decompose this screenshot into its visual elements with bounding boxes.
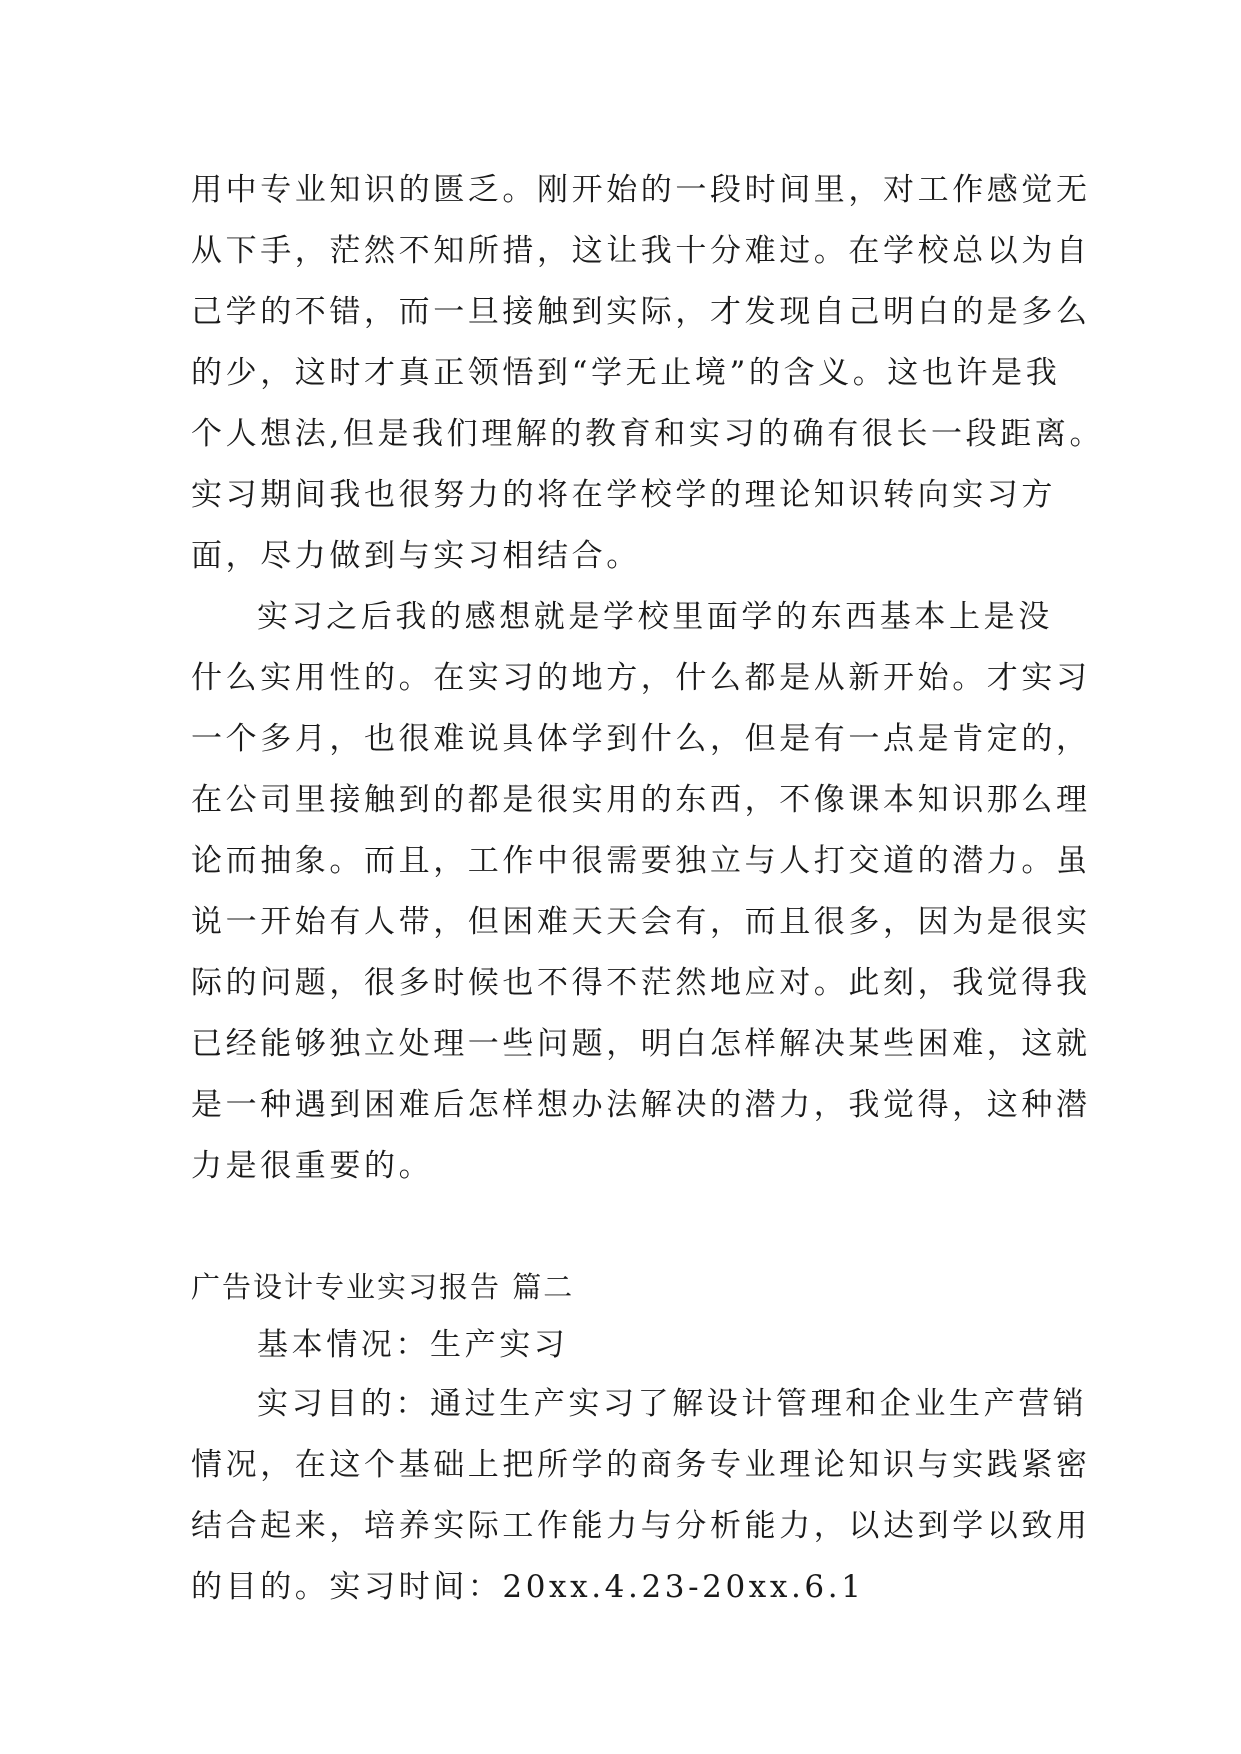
- paragraph-line: 力是很重要的。: [191, 1148, 434, 1184]
- paragraph-line: 的少，这时才真正领悟到“学无止境”的含义。这也许是我: [191, 355, 1061, 391]
- paragraph-line: 用中专业知识的匮乏。刚开始的一段时间里，对工作感觉无: [191, 172, 1091, 208]
- paragraph-line: 说一开始有人带，但困难天天会有，而且很多，因为是很实: [191, 904, 1091, 940]
- paragraph-line: 实习目的：通过生产实习了解设计管理和企业生产营销: [257, 1386, 1088, 1422]
- paragraph-line: 什么实用性的。在实习的地方，什么都是从新开始。才实习: [191, 660, 1091, 696]
- paragraph-2: [191, 587, 1091, 1197]
- paragraph-line: 是一种遇到困难后怎样想办法解决的潜力，我觉得，这种潜: [191, 1087, 1091, 1123]
- basic-info-line: 基本情况：生产实习: [257, 1327, 569, 1363]
- paragraph-line: 论而抽象。而且，工作中很需要独立与人打交道的潜力。虽: [191, 843, 1091, 879]
- paragraph-line: 个人想法,但是我们理解的教育和实习的确有很长一段距离。: [191, 416, 1105, 452]
- paragraph-line: 一个多月，也很难说具体学到什么，但是有一点是肯定的，: [191, 721, 1091, 757]
- paragraph-line: 从下手，茫然不知所措，这让我十分难过。在学校总以为自: [191, 233, 1091, 269]
- paragraph-line: 情况，在这个基础上把所学的商务专业理论知识与实践紧密: [191, 1447, 1091, 1483]
- paragraph-line: 际的问题，很多时候也不得不茫然地应对。此刻，我觉得我: [191, 965, 1091, 1001]
- paragraph-line: 的目的。实习时间：20xx.4.23-20xx.6.1: [191, 1569, 865, 1605]
- paragraph-line: 面，尽力做到与实习相结合。: [191, 538, 641, 574]
- paragraph-gap: [191, 1197, 1061, 1258]
- paragraph-line: 已经能够独立处理一些问题，明白怎样解决某些困难，这就: [191, 1026, 1091, 1062]
- paragraph-line: 结合起来，培养实际工作能力与分析能力，以达到学以致用: [191, 1508, 1091, 1544]
- paragraph-line: 实习期间我也很努力的将在学校学的理论知识转向实习方: [191, 477, 1056, 513]
- paragraph-line: 己学的不错，而一旦接触到实际，才发现自己明白的是多么: [191, 294, 1091, 330]
- document-body: [191, 160, 1105, 1618]
- paragraph-line: 在公司里接触到的都是很实用的东西，不像课本知识那么理: [191, 782, 1091, 818]
- section-title: 广告设计专业实习报告 篇二: [191, 1270, 575, 1304]
- paragraph-line: 实习之后我的感想就是学校里面学的东西基本上是没: [257, 599, 1053, 635]
- paragraph-3: [191, 1374, 1091, 1618]
- paragraph-1: [191, 160, 1105, 587]
